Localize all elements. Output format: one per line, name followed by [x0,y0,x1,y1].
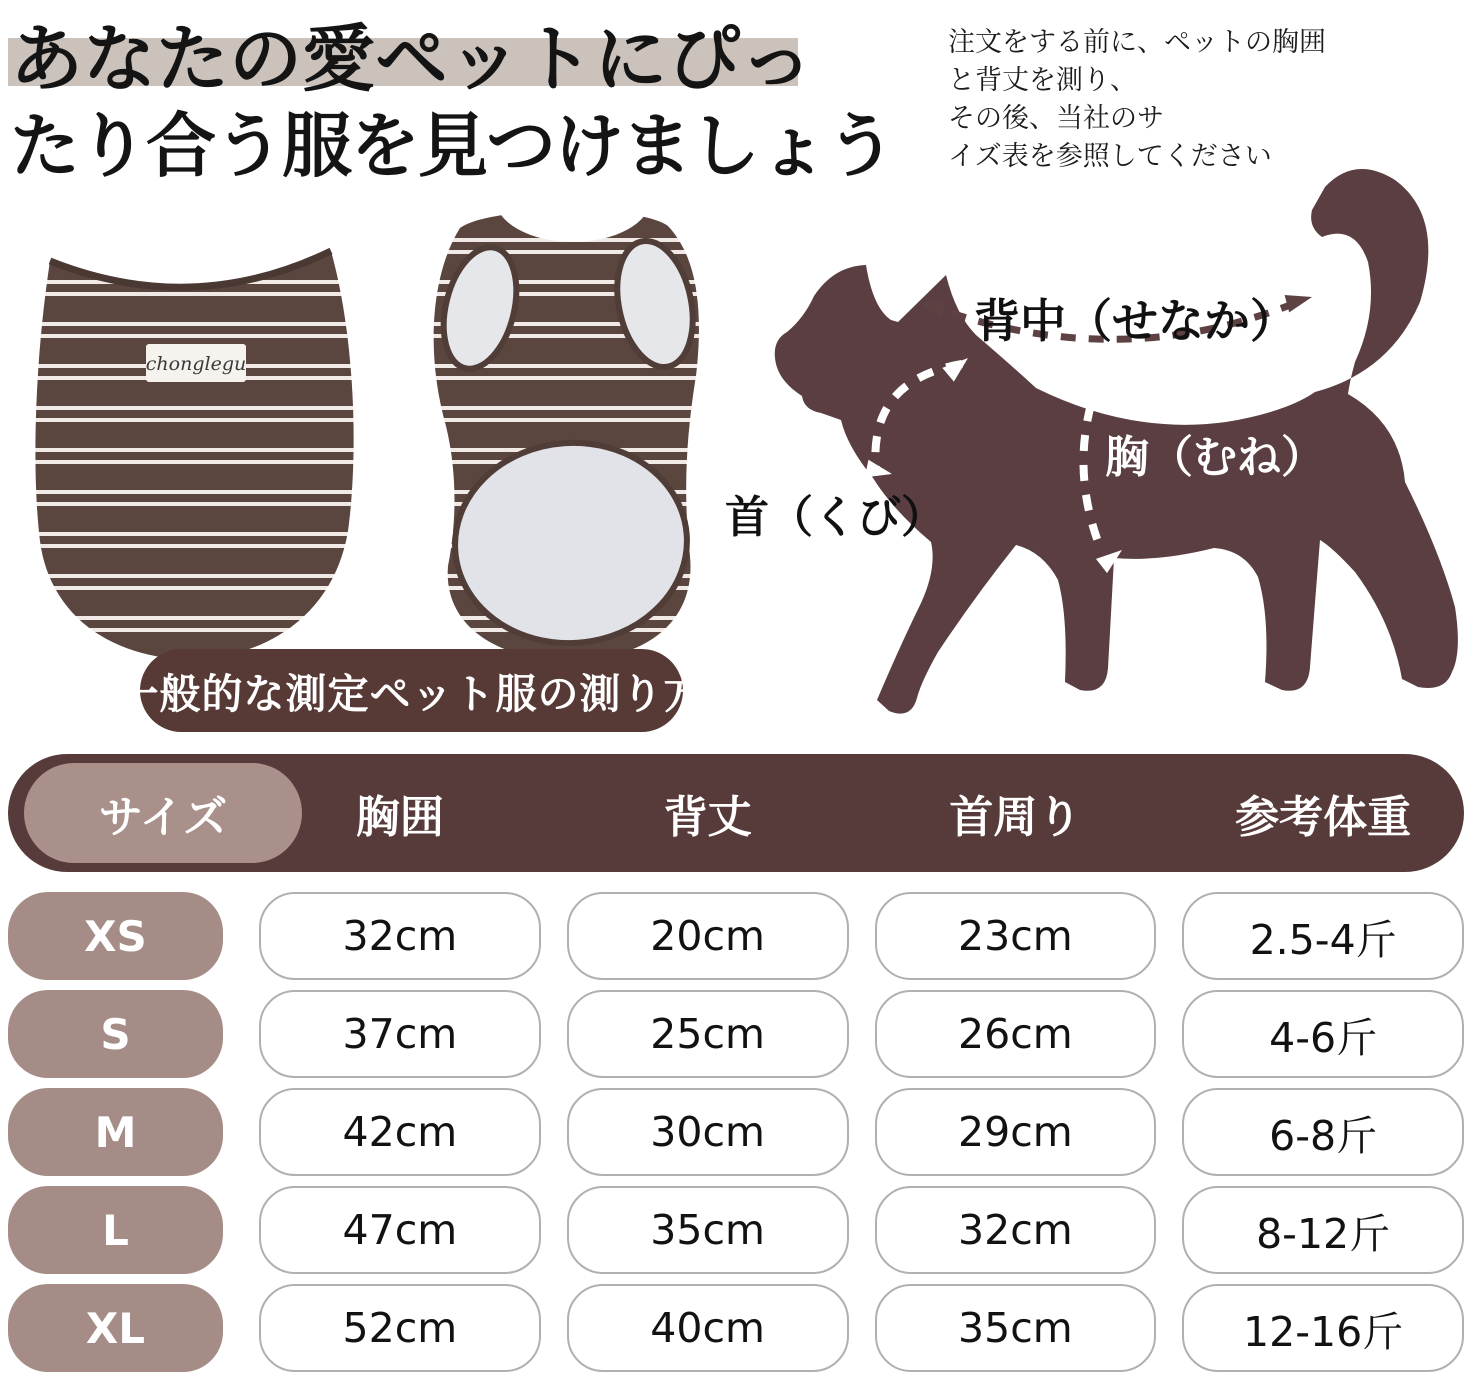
cell-weight [1182,1284,1464,1372]
cell-neck [875,1186,1157,1274]
note-line: イズ表を参照してください [948,141,1272,172]
cell-value: 29cm [958,1108,1073,1156]
size-badge [8,1186,223,1274]
note-line: 注文をする前に、ペットの胸囲 [948,27,1326,58]
cell-chest [259,892,541,980]
size-table-body [8,892,1464,1372]
cell-value: 23cm [958,912,1073,960]
cell-chest [259,1186,541,1274]
header-chest: 胸囲 [355,792,444,843]
cell-weight [1182,892,1464,980]
cell-weight [1182,990,1464,1078]
cell-value: 32cm [958,1206,1073,1254]
cell-back-length [567,1284,849,1372]
header-weight: 参考体重 [1235,792,1412,843]
cell-back-length [567,990,849,1078]
cell-value: 12-16斤 [1243,1307,1404,1356]
size-badge [8,1088,223,1176]
measure-note [948,24,1326,176]
cell-value: 40cm [650,1304,765,1352]
size-label: L [102,1205,129,1255]
cell-back-length [567,892,849,980]
cell-weight [1182,1088,1464,1176]
cell-value: 35cm [650,1206,765,1254]
size-label: M [94,1107,137,1157]
cell-value: 30cm [650,1108,765,1156]
cell-chest [259,990,541,1078]
cell-value: 32cm [342,912,458,960]
size-table [8,754,1464,1372]
cell-chest [259,1088,541,1176]
page-title-line2: たり合う服を見つけましょう [10,105,894,187]
cell-value: 35cm [958,1304,1073,1352]
table-row-xs [8,892,1464,980]
note-line: と背丈を測り、 [948,65,1137,96]
cell-weight [1182,1186,1464,1274]
cell-chest [259,1284,541,1372]
cell-back-length [567,1186,849,1274]
chest-label: 胸（むね） [1105,432,1325,483]
table-row-m [8,1088,1464,1176]
cell-value: 25cm [650,1010,765,1058]
brand-tag-label: chonglegu [145,353,247,375]
cell-value: 4-6斤 [1269,1013,1378,1062]
size-label: S [100,1009,131,1059]
header-size: サイズ [98,792,228,843]
cat-measurement-diagram [700,152,1471,744]
shirt-back-view [432,196,704,661]
cell-value: 6-8斤 [1269,1111,1378,1160]
neck-label: 首（くび） [725,492,945,543]
table-row-xl [8,1284,1464,1372]
size-badge [8,990,223,1078]
cell-neck [875,1088,1157,1176]
cell-value: 37cm [342,1010,458,1058]
header-neck: 首周り [949,792,1082,843]
cell-neck [875,1284,1157,1372]
cell-value: 47cm [342,1206,458,1254]
shirt-front-view [35,251,353,660]
caption-pill [117,649,706,732]
size-label: XS [84,911,147,961]
back-label: 背中（せなか） [974,294,1296,348]
table-row-s [8,990,1464,1078]
cell-value: 26cm [958,1010,1073,1058]
caption-text: 一般的な測定ペット服の測り方 [117,670,706,718]
note-line: その後、当社のサ [948,103,1164,134]
cell-value: 2.5-4斤 [1249,915,1397,964]
cell-back-length [567,1088,849,1176]
size-badge [8,892,223,980]
table-row-l [8,1186,1464,1274]
page-title-line1: あなたの愛ペットにぴっ [10,17,813,102]
cell-value: 20cm [650,912,765,960]
cell-value: 8-12斤 [1256,1209,1391,1258]
cell-value: 42cm [342,1108,458,1156]
size-table-header [8,754,1464,872]
cell-neck [875,990,1157,1078]
size-label: XL [85,1303,146,1353]
size-badge [8,1284,223,1372]
cell-value: 52cm [342,1304,458,1352]
cell-neck [875,892,1157,980]
header-back-length: 背丈 [663,792,752,843]
